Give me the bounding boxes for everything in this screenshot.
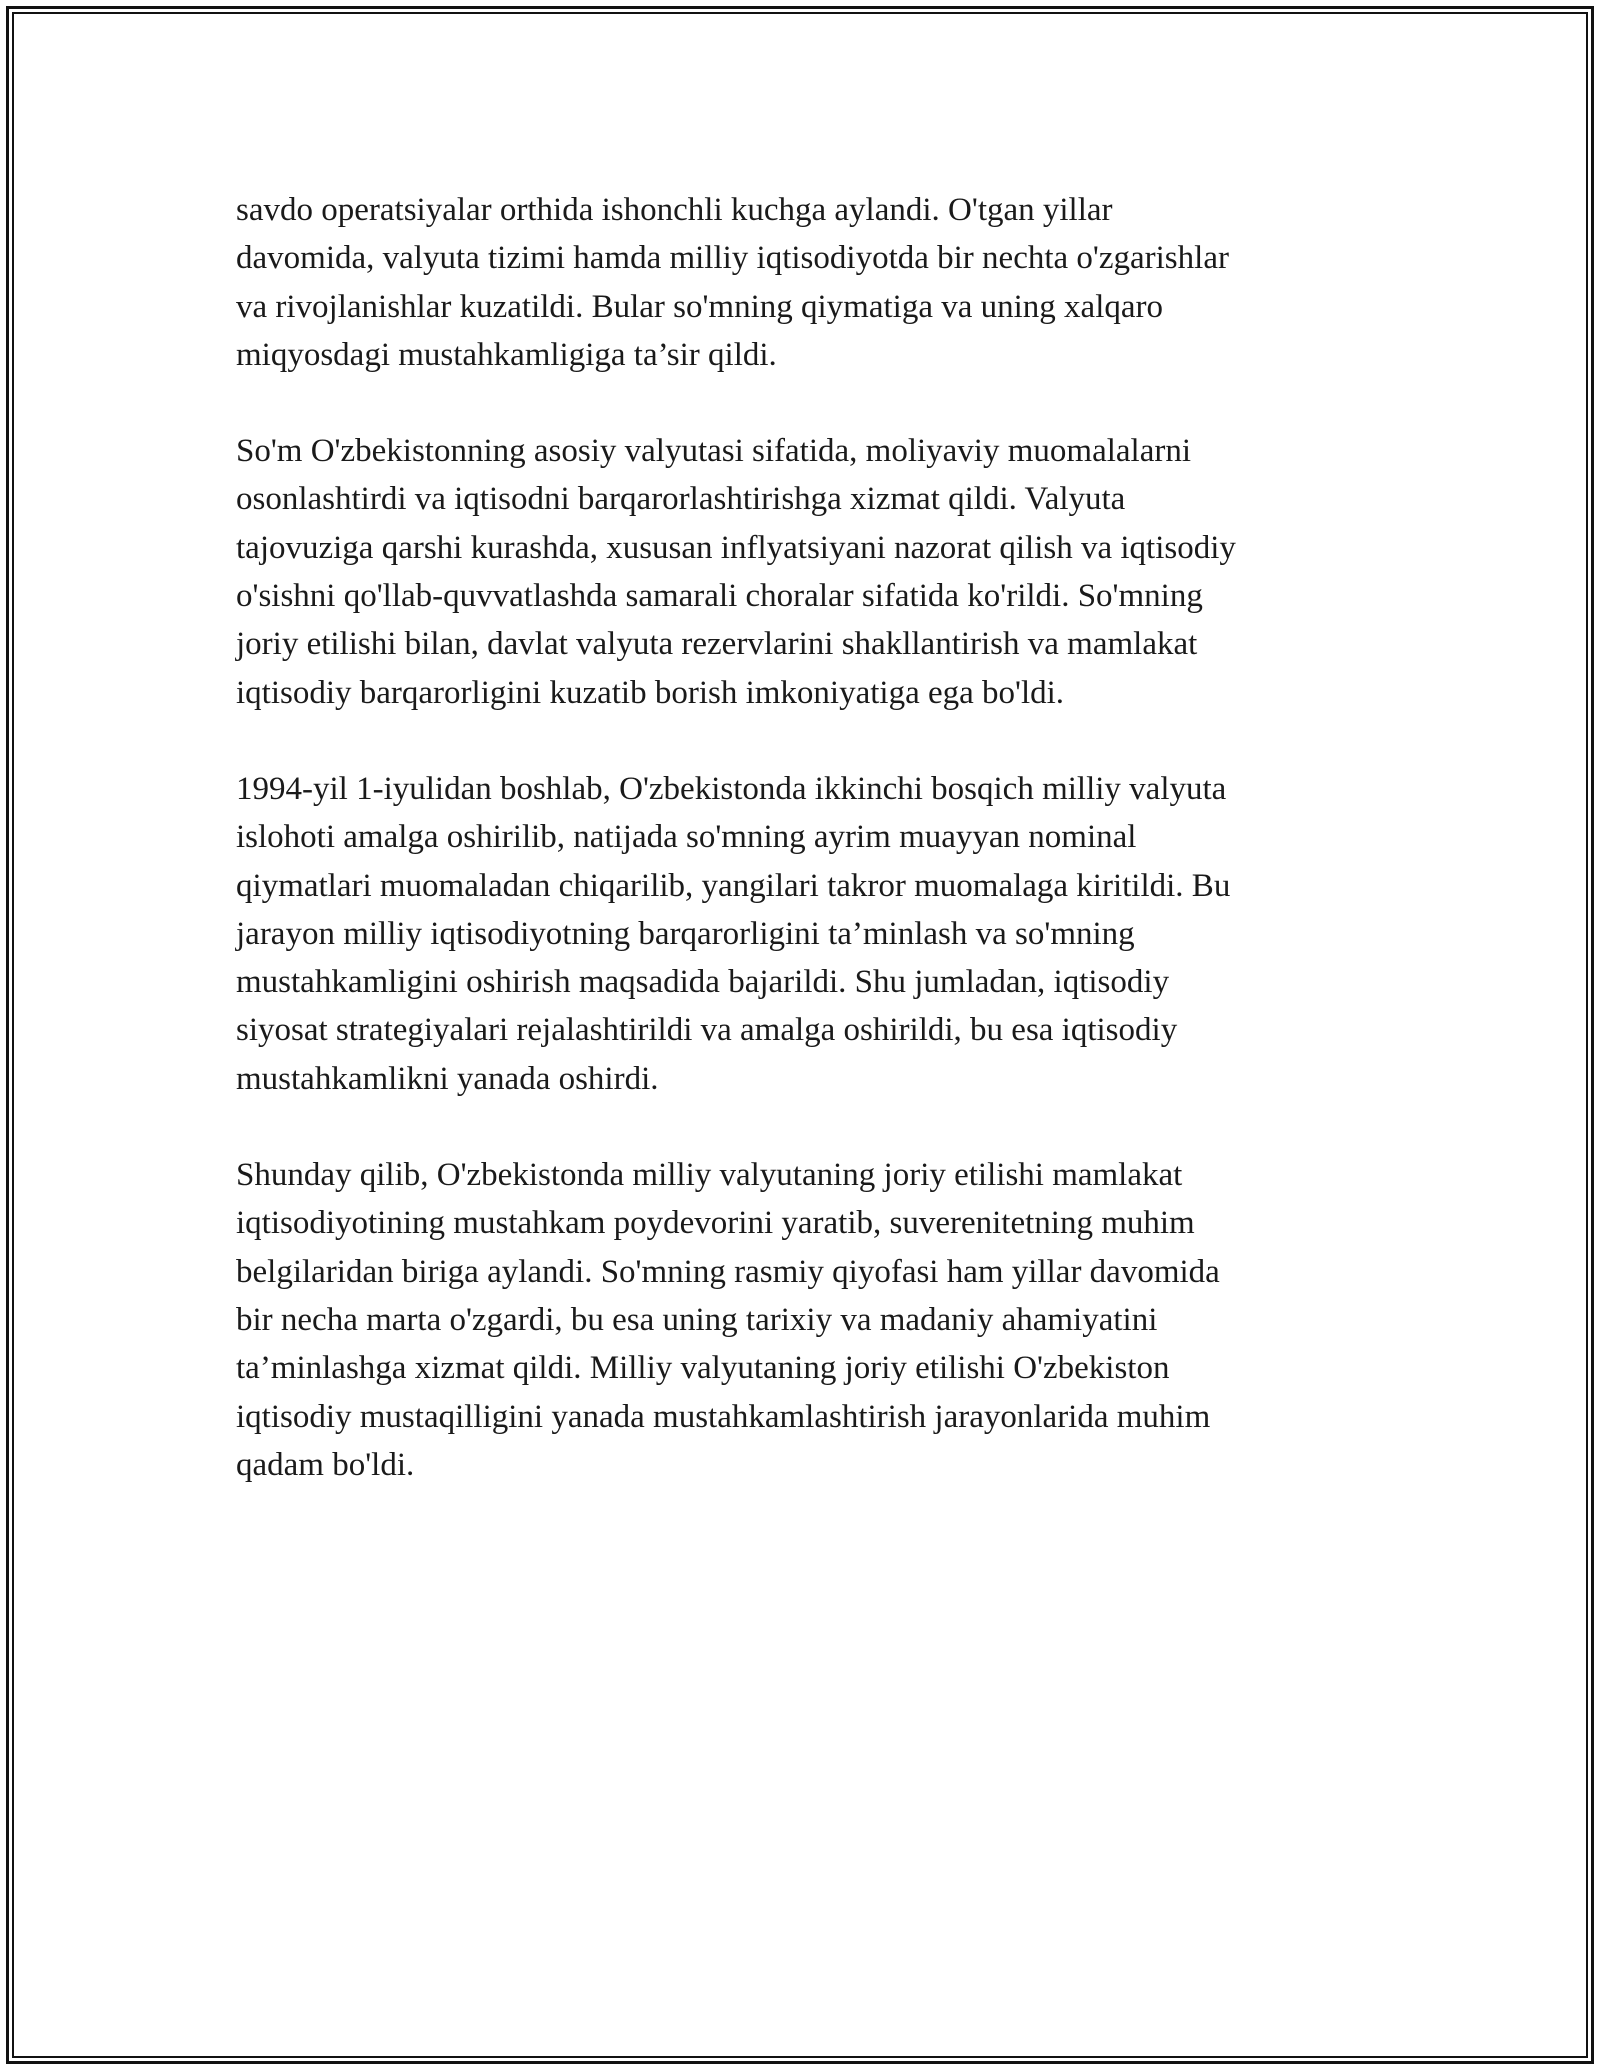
text-line: va rivojlanishlar kuzatildi. Bular so'mning qiymatiga va uning xalqaro <box>236 288 1163 325</box>
text-line: mustahkamligini oshirish maqsadida bajarildi. Shu jumladan, iqtisodiy <box>236 964 1170 1001</box>
text-line: belgilaridan biriga aylandi. So'mning rasmiy qiyofasi ham yillar davomida <box>236 1253 1220 1290</box>
text-line: qadam bo'ldi. <box>236 1446 415 1483</box>
text-line: miqyosdagi mustahkamligiga ta’sir qildi. <box>236 336 777 373</box>
text-line: qiymatlari muomaladan chiqarilib, yangilari takror muomalaga kiritildi. Bu <box>236 867 1231 904</box>
text-line: joriy etilishi bilan, davlat valyuta rezervlarini shakllantirish va mamlakat <box>236 626 1198 663</box>
text-line: islohoti amalga oshirilib, natijada so'mning ayrim muayyan nominal <box>236 819 1137 856</box>
text-line: iqtisodiyotining mustahkam poydevorini yaratib, suverenitetning muhim <box>236 1205 1195 1242</box>
text-line: osonlashtirdi va iqtisodni barqarorlashtirishga xizmat qildi. Valyuta <box>236 481 1126 518</box>
paragraph-3 <box>236 765 1366 1103</box>
text-line: jarayon milliy iqtisodiyotning barqarorligini ta’minlash va so'mning <box>236 915 1135 952</box>
text-line: savdo operatsiyalar orthida ishonchli kuchga aylandi. O'tgan yillar <box>236 192 1113 228</box>
text-line: 1994-yil 1-iyulidan boshlab, O'zbekistonda ikkinchi bosqich milliy valyuta <box>236 770 1227 807</box>
paragraph-1 <box>236 186 1366 379</box>
text-line: siyosat strategiyalari rejalashtirildi va amalga oshirildi, bu esa iqtisodiy <box>236 1012 1178 1049</box>
text-line: tajovuziga qarshi kurashda, xususan inflyatsiyani nazorat qilish va iqtisodiy <box>236 529 1236 566</box>
paragraph-2 <box>236 427 1366 717</box>
document-body <box>236 186 1366 1537</box>
text-line: bir necha marta o'zgardi, bu esa uning tarixiy va madaniy ahamiyatini <box>236 1301 1158 1338</box>
paragraph-4 <box>236 1151 1366 1489</box>
text-line: iqtisodiy barqarorligini kuzatib borish imkoniyatiga ega bo'ldi. <box>236 674 1065 711</box>
text-line: davomida, valyuta tizimi hamda milliy iqtisodiyotda bir nechta o'zgarishlar <box>236 240 1229 277</box>
text-line: So'm O'zbekistonning asosiy valyutasi sifatida, moliyaviy muomalalarni <box>236 433 1192 470</box>
text-line: mustahkamlikni yanada oshirdi. <box>236 1060 659 1097</box>
text-line: ta’minlashga xizmat qildi. Milliy valyutaning joriy etilishi O'zbekiston <box>236 1350 1170 1387</box>
text-line: o'sishni qo'llab-quvvatlashda samarali choralar sifatida ko'rildi. So'mning <box>236 578 1203 615</box>
text-line: iqtisodiy mustaqilligini yanada mustahkamlashtirish jarayonlarida muhim <box>236 1398 1211 1435</box>
text-line: Shunday qilib, O'zbekistonda milliy valyutaning joriy etilishi mamlakat <box>236 1157 1183 1194</box>
